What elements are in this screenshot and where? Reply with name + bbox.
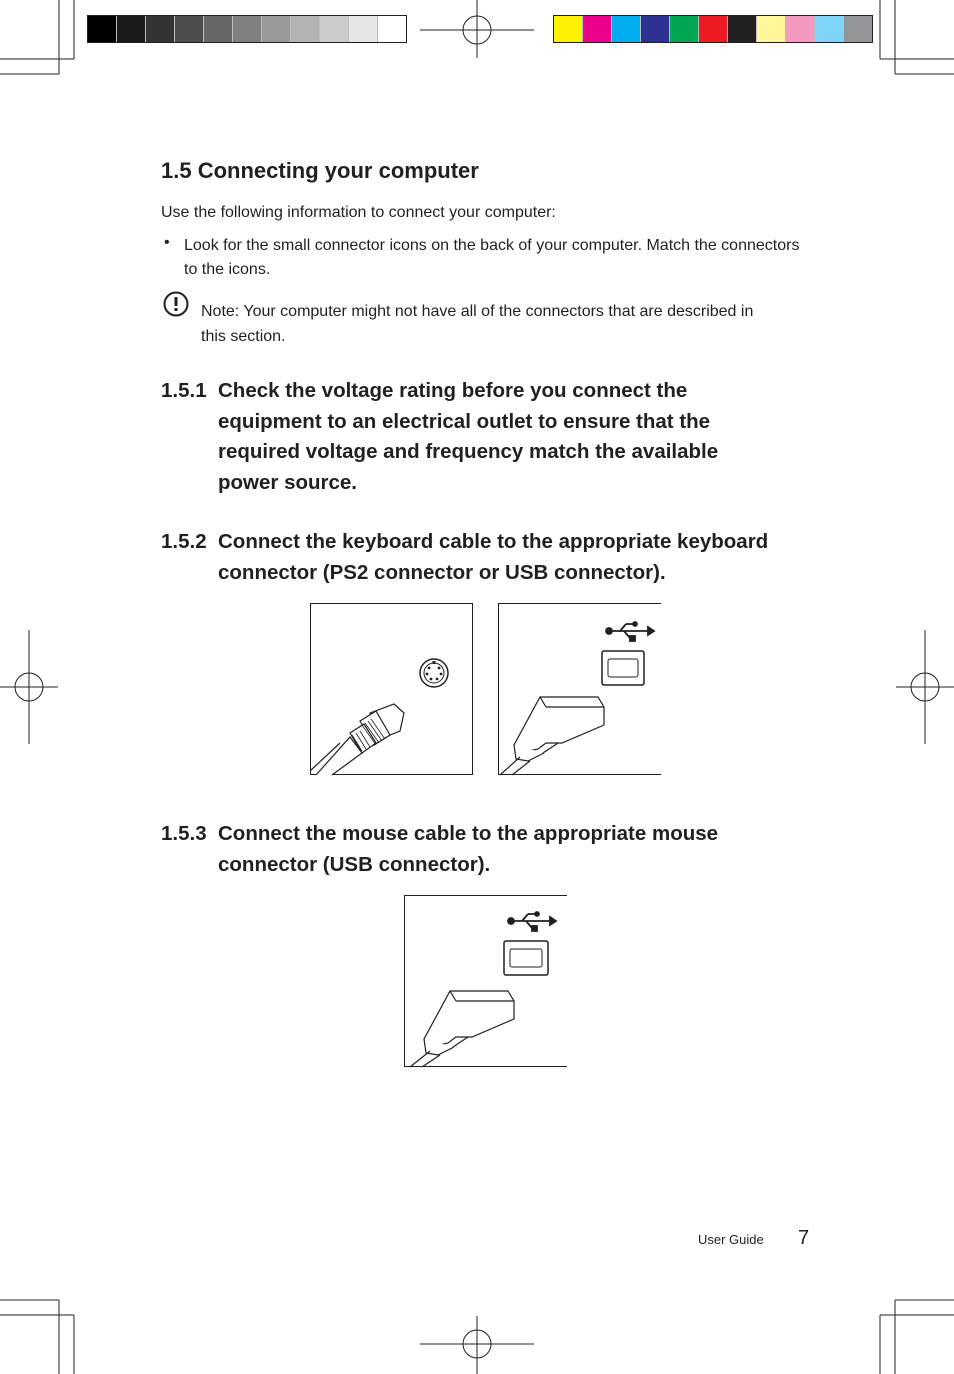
ps2-connector-icon: [420, 659, 448, 687]
color-swatch-8: [757, 16, 786, 42]
gray-swatch-9: [320, 16, 349, 42]
bullet-text: Look for the small connector icons on the back of your computer. Match the connectors to the icons.: [184, 237, 800, 278]
usb-keyboard-figure: [498, 603, 662, 782]
gray-swatch-5: [204, 16, 233, 42]
color-swatch-9: [786, 16, 815, 42]
color-swatch-3: [612, 16, 641, 42]
gray-swatch-8: [291, 16, 320, 42]
gray-swatch-3: [146, 16, 175, 42]
note-body: Your computer might not have all of the connectors that are described in this section.: [201, 303, 754, 345]
step-number: 1.5.1: [161, 379, 207, 402]
note-label: Note:: [201, 303, 240, 320]
gray-swatch-7: [262, 16, 291, 42]
grayscale-calibration-bar: [87, 15, 407, 43]
bullet-marker: •: [164, 234, 170, 251]
color-swatch-6: [699, 16, 728, 42]
step-text: Check the voltage rating before you connect the equipment to an electrical outlet to ensure that the required voltage and frequency match the available power source.: [218, 379, 719, 494]
step-number: 1.5.3: [161, 822, 207, 845]
step-text: Connect the mouse cable to the appropriate mouse connector (USB connector).: [218, 822, 719, 876]
gray-swatch-2: [117, 16, 146, 42]
usb-mouse-figure: [404, 895, 568, 1074]
color-swatch-1: [554, 16, 583, 42]
page-number: 7: [798, 1227, 810, 1249]
section-title: 1.5 Connecting your computer: [161, 158, 479, 183]
note-icon: [163, 291, 189, 322]
color-swatch-7: [728, 16, 757, 42]
gray-swatch-11: [378, 16, 406, 42]
color-swatch-5: [670, 16, 699, 42]
color-swatch-2: [583, 16, 612, 42]
step-text: Connect the keyboard cable to the appropriate keyboard connector (PS2 connector or USB connector).: [218, 530, 769, 584]
color-calibration-bar: [553, 15, 873, 43]
step-number: 1.5.2: [161, 530, 207, 553]
gray-swatch-10: [349, 16, 378, 42]
note-text: [201, 299, 761, 349]
color-swatch-10: [815, 16, 844, 42]
color-swatch-11: [844, 16, 872, 42]
intro-text: Use the following information to connect your computer:: [161, 204, 556, 221]
footer-label: User Guide: [698, 1232, 764, 1247]
gray-swatch-6: [233, 16, 262, 42]
color-swatch-4: [641, 16, 670, 42]
ps2-keyboard-figure: [310, 603, 474, 782]
gray-swatch-1: [88, 16, 117, 42]
gray-swatch-4: [175, 16, 204, 42]
